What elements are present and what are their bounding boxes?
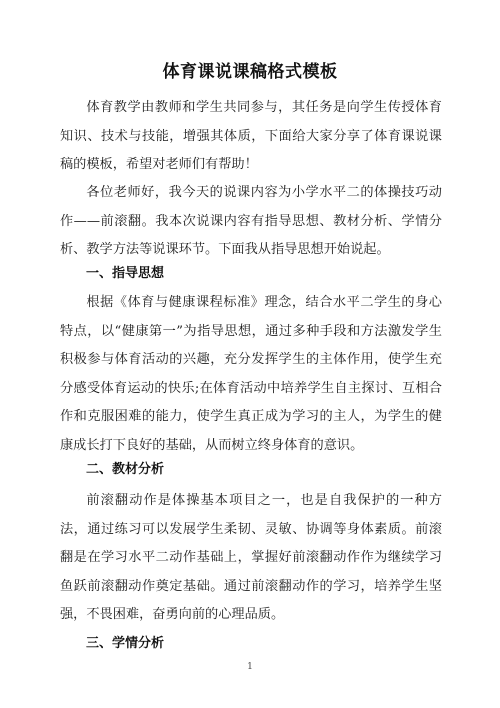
intro-paragraph-1: 体育教学由教师和学生共同参与，其任务是向学生传授体育知识、技术与技能，增强其体质，下面给大家分享了体育课说课稿的模板，希望对老师们有帮助！	[60, 100, 442, 172]
section-heading-guiding-ideology: 一、指导思想	[86, 266, 165, 281]
section-heading-teaching-material: 二、教材分析	[86, 462, 165, 477]
section-heading-student-analysis: 三、学情分析	[86, 636, 165, 651]
section-paragraph-teaching-material: 前滚翻动作是体操基本项目之一，也是自我保护的一种方法，通过练习可以发展学生柔韧、灵敏、协调等身体素质。前滚翻是在学习水平二动作基础上，掌握好前滚翻动作作为继续学习鱼跃前滚翻动作奠定基础。通过前滚翻动作的学习，培养学生坚强，不畏困难，奋勇向前的心理品质。	[60, 493, 442, 622]
document-title: 体育课说课稿格式模板	[162, 62, 338, 82]
intro-paragraph-2: 各位老师好，我今天的说课内容为小学水平二的体操技巧动作——前滚翻。我本次说课内容有指导思想、教材分析、学情分析、教学方法等说课环节。下面我从指导思想开始说起。	[60, 185, 442, 257]
section-paragraph-guiding-ideology: 根据《体育与健康课程标准》理念，结合水平二学生的身心特点，以“健康第一”为指导思想，通过多种手段和方法激发学生积极参与体育活动的兴趣，充分发挥学生的主体作用，使学生充分感受体育运动的快乐;在体育活动中培养学生自主探讨、互相合作和克服困难的能力，使学生真正成为学习的主人，为学生的健康成长打下良好的基础，从而树立终身体育的意识。	[60, 295, 442, 453]
page-number: 1	[247, 662, 253, 672]
